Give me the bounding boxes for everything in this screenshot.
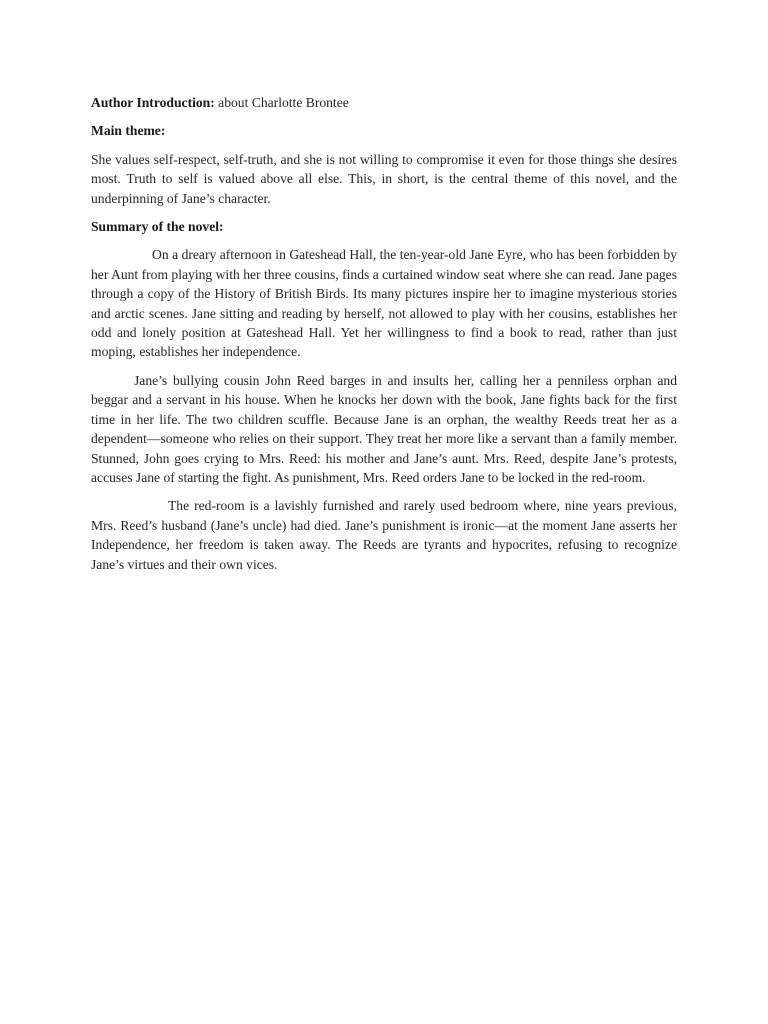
summary-heading: Summary of the novel: xyxy=(91,219,224,235)
document-body xyxy=(91,93,677,583)
author-intro-label: Author Introduction: xyxy=(91,95,215,110)
summary-paragraph-3: The red-room is a lavishly furnished and rarely used bedroom where, nine years previous, Mrs. Reed’s husband (Jane’s uncle) had died. Jane’s punishment is ironic—at the moment Jane asserts her Independence, her freedom is taken away. The Reeds are tyrants and hypocrites, refusing to recognize Jane’s virtues and their own vices. xyxy=(91,498,677,572)
author-intro-line xyxy=(91,93,677,112)
summary-paragraph-1: On a dreary afternoon in Gateshead Hall, the ten-year-old Jane Eyre, who has been forbidden by her Aunt from playing with her three cousins, finds a curtained window seat where she can read. Jane pages through a copy of the History of British Birds. Its many pictures inspire her to imagine mysterious stories and arctic scenes. Jane sitting and reading by herself, not allowed to play with her cousins, establishes her odd and lonely position at Gateshead Hall. Yet her willingness to find a book to read, rather than just moping, establishes her independence. xyxy=(91,247,677,360)
main-theme-paragraph: She values self-respect, self-truth, and she is not willing to compromise it even for those things she desires most. Truth to self is valued above all else. This, in short, is the central theme of this novel, and the underpinning of Jane’s character. xyxy=(91,151,677,206)
summary-paragraph-2: Jane’s bullying cousin John Reed barges in and insults her, calling her a penniless orphan and beggar and a servant in his house. When he knocks her down with the book, Jane fights back for the first time in her life. The two children scuffle. Because Jane is an orphan, the wealthy Reeds treat her as a dependent—someone who relies on their support. They treat her more like a servant than a family member. Stunned, John goes crying to Mrs. Reed: his mother and Jane’s aunt. Mrs. Reed, despite Jane’s protests, accuses Jane of starting the fight. As punishment, Mrs. Reed orders Jane to be locked in the red-room. xyxy=(91,372,677,485)
main-theme-heading: Main theme: xyxy=(91,123,166,139)
author-intro-text: about Charlotte Brontee xyxy=(214,95,349,110)
